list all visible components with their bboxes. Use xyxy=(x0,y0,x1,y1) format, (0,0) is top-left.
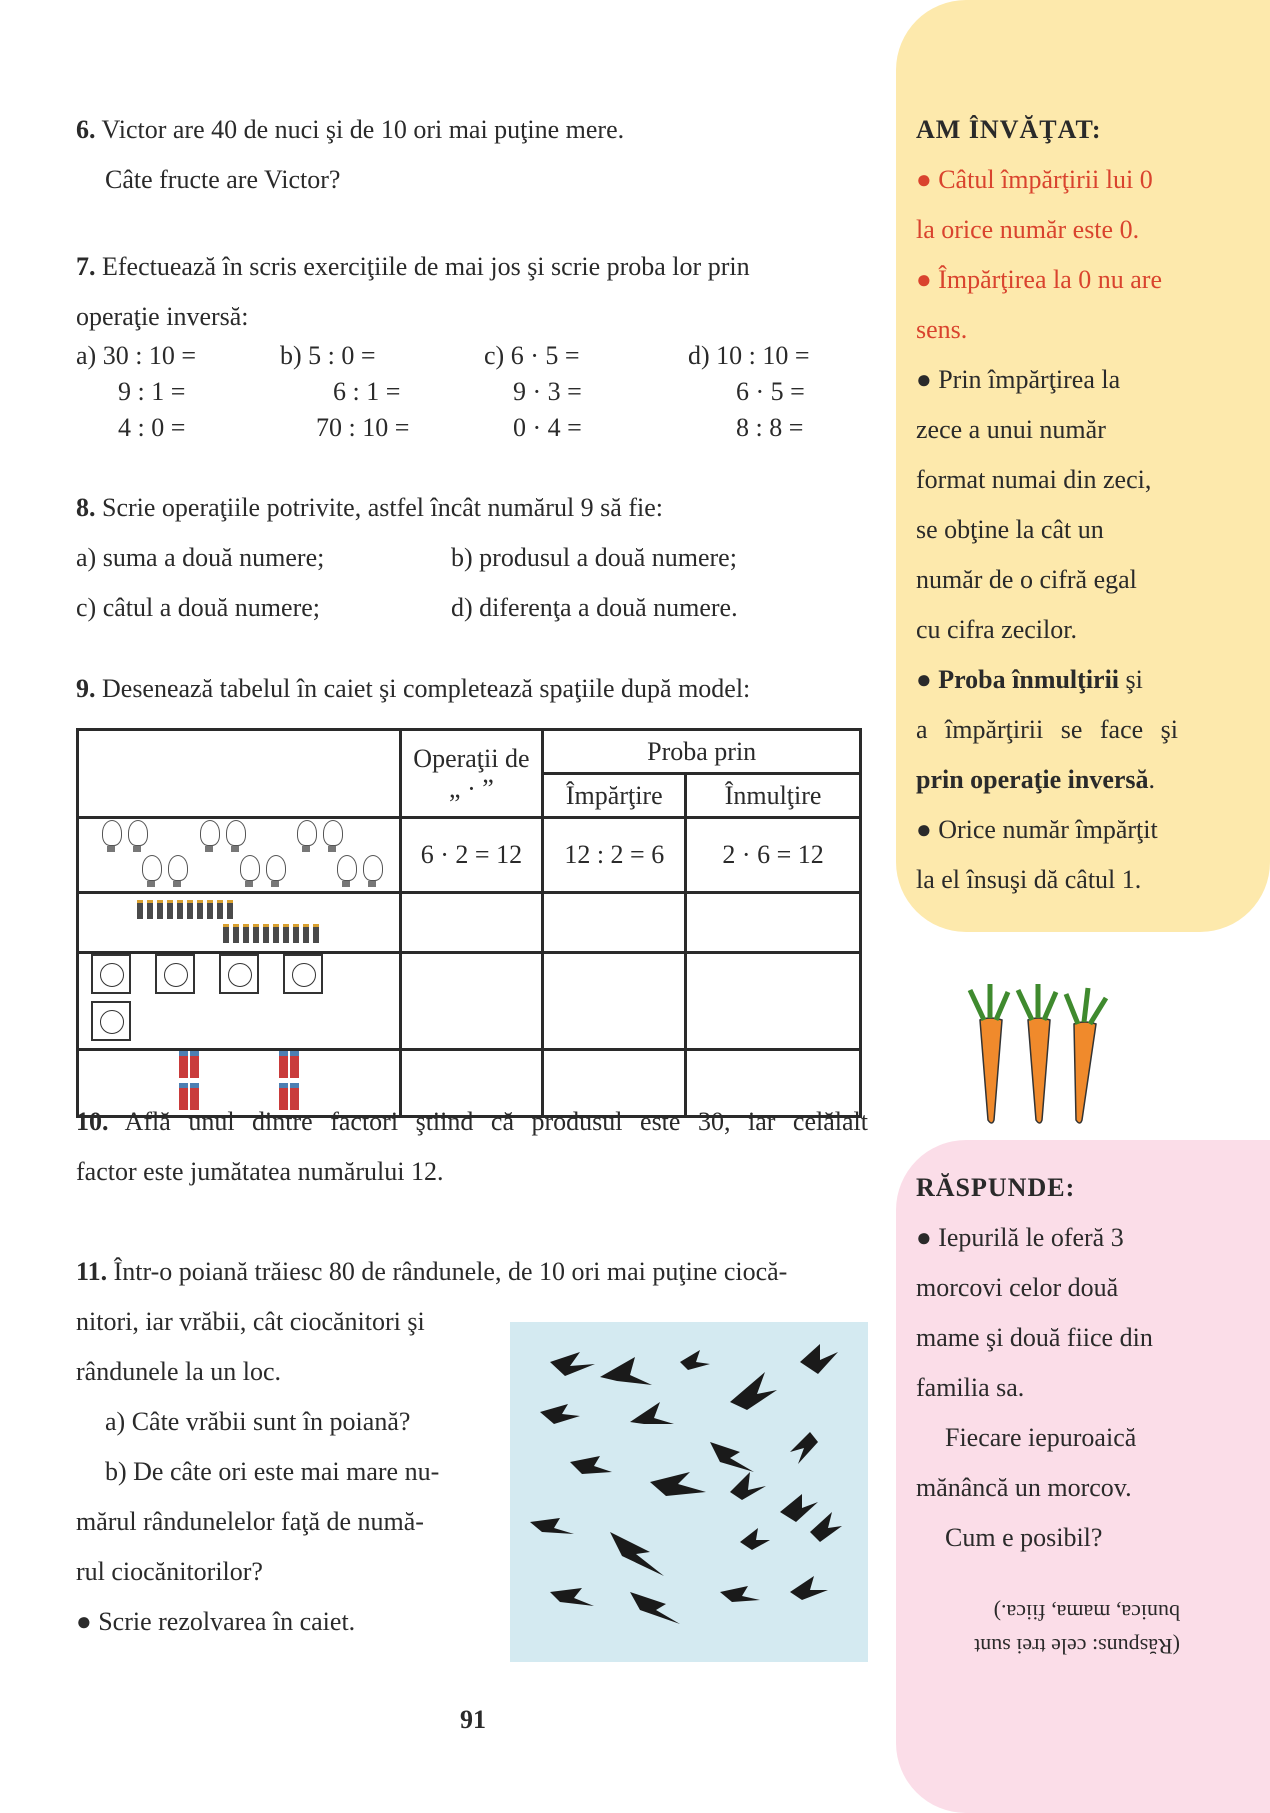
ex11-question-b3: rul ciocănitorilor? xyxy=(76,1557,263,1586)
answer-line-1-text: Iepurilă le oferă 3 xyxy=(938,1223,1124,1252)
bullet-icon: ● xyxy=(916,665,932,694)
learned-proba-1-rest: şi xyxy=(1125,665,1143,694)
bulb-icon xyxy=(297,820,317,846)
learned-line-6: zece a unui număr xyxy=(916,415,1106,444)
battery-icon xyxy=(167,900,173,919)
answer-line-2: morcovi celor două xyxy=(916,1273,1119,1302)
answer-line-6: mănâncă un morcov. xyxy=(916,1473,1132,1502)
learned-title: AM ÎNVĂŢAT: xyxy=(916,115,1102,144)
ex7-a2: 9 : 1 = xyxy=(118,377,186,406)
ex7-c3: 0 · 4 = xyxy=(513,413,582,442)
learned-orice-2: la el însuşi dă câtul 1. xyxy=(916,865,1142,894)
batteries-row-top xyxy=(135,899,399,923)
ex8-c: c) câtul a două numere; xyxy=(76,593,320,622)
learned-proba-3 xyxy=(916,755,1155,805)
learned-proba-3-rest: . xyxy=(1148,765,1156,794)
ex7-d1: d) 10 : 10 = xyxy=(688,341,810,370)
learned-orice-1-text: Orice număr împărţit xyxy=(938,815,1158,844)
ex7-d3: 8 : 8 = xyxy=(736,413,804,442)
answer-line-1 xyxy=(916,1213,1124,1263)
ex9-text: Desenează tabelul în caiet şi completează spaţiile după model: xyxy=(102,674,751,703)
battery-icon xyxy=(147,900,153,919)
row3-operation xyxy=(400,953,543,1050)
ex10-line1 xyxy=(76,1097,868,1147)
ex7-c1: c) 6 · 5 = xyxy=(484,341,580,370)
row2-impartire xyxy=(543,893,686,953)
bulb-icon xyxy=(142,855,162,881)
bullet-icon: ● xyxy=(916,815,932,844)
ex8-d: d) diferenţa a două numere. xyxy=(451,593,738,622)
learned-line-3-text: Împărţirea la 0 nu are xyxy=(938,265,1162,294)
birds-drawing xyxy=(510,1322,868,1662)
bulbs-row-top xyxy=(99,820,399,855)
row1-operation: 6 · 2 = 12 xyxy=(400,818,543,893)
socket-icon xyxy=(91,1001,131,1041)
learned-line-3 xyxy=(916,255,1162,305)
learned-orice-1 xyxy=(916,805,1158,855)
ex7-a3: 4 : 0 = xyxy=(118,413,186,442)
ex7-b1: b) 5 : 0 = xyxy=(280,341,376,370)
ex10-number: 10. xyxy=(76,1107,109,1136)
bulb-icon xyxy=(226,820,246,846)
battery-icon xyxy=(273,924,279,943)
cup-icon xyxy=(290,1051,299,1078)
ex7-d2: 6 · 5 = xyxy=(736,377,805,406)
carrot-icon xyxy=(1066,988,1106,1123)
ex8-number: 8. xyxy=(76,493,96,522)
battery-icon xyxy=(253,924,259,943)
table-header-inmultire: Înmulţire xyxy=(686,774,861,818)
battery-icon xyxy=(137,900,143,919)
answer-flipped xyxy=(960,1595,1180,1663)
bullet-icon: ● xyxy=(916,165,932,194)
page-number: 91 xyxy=(460,1705,486,1734)
ex11-note xyxy=(76,1597,355,1647)
answer-line-4: familia sa. xyxy=(916,1373,1025,1402)
socket-icon xyxy=(283,954,323,994)
answer-line-5: Fiecare iepuroaică xyxy=(945,1423,1137,1452)
ex7-text: Efectuează în scris exerciţiile de mai jos şi scrie proba lor prin xyxy=(102,252,750,281)
carrots-illustration xyxy=(960,980,1130,1130)
socket-icon xyxy=(91,954,131,994)
battery-icon xyxy=(243,924,249,943)
learned-proba-1-bold: Proba înmulţirii xyxy=(938,665,1120,694)
ex9-number: 9. xyxy=(76,674,96,703)
batteries-row-bottom xyxy=(135,923,399,947)
battery-icon xyxy=(177,900,183,919)
battery-icon xyxy=(313,924,319,943)
learned-proba-2: a împărţirii se face şi xyxy=(916,715,1178,744)
ex7-line1 xyxy=(76,242,750,292)
bulb-icon xyxy=(266,855,286,881)
answer-line-3: mame şi două fiice din xyxy=(916,1323,1153,1352)
battery-icon xyxy=(197,900,203,919)
row2-operation xyxy=(400,893,543,953)
battery-icon xyxy=(223,924,229,943)
ex9-line1 xyxy=(76,664,750,714)
answer-title: RĂSPUNDE: xyxy=(916,1173,1076,1202)
ex8-b: b) produsul a două numere; xyxy=(451,543,737,572)
table-corner-cell xyxy=(78,730,401,818)
cups-row-top xyxy=(79,1051,399,1083)
battery-icon xyxy=(233,924,239,943)
battery-icon xyxy=(207,900,213,919)
ex11-number: 11. xyxy=(76,1257,108,1286)
ex11-line2: nitori, iar vrăbii, cât ciocănitori şi xyxy=(76,1307,425,1336)
ex9-table xyxy=(76,728,862,1118)
learned-proba-3-bold: prin operaţie inversă xyxy=(916,765,1149,794)
table-header-impartire: Împărţire xyxy=(543,774,686,818)
learned-line-1 xyxy=(916,155,1153,205)
ex8-text: Scrie operaţiile potrivite, astfel încât numărul 9 să fie: xyxy=(102,493,663,522)
ex8-a: a) suma a două numere; xyxy=(76,543,325,572)
ex11-question-b2: mărul rândunelelor faţă de numă- xyxy=(76,1507,424,1536)
ex6-text: Victor are 40 de nuci şi de 10 ori mai puţine mere. xyxy=(101,115,625,144)
bullet-icon: ● xyxy=(916,365,932,394)
battery-icon xyxy=(303,924,309,943)
battery-icon xyxy=(283,924,289,943)
answer-line-7: Cum e posibil? xyxy=(945,1523,1103,1552)
bulb-icon xyxy=(337,855,357,881)
battery-icon xyxy=(227,900,233,919)
table-header-operations xyxy=(400,730,543,818)
bulb-icon xyxy=(168,855,188,881)
ex7-b3: 70 : 10 = xyxy=(316,413,410,442)
ex7-line2: operaţie inversă: xyxy=(76,302,249,331)
bulb-icon xyxy=(102,820,122,846)
bulb-icon xyxy=(240,855,260,881)
ex11-text: Într-o poiană trăiesc 80 de rândunele, de 10 ori mai puţine ciocă- xyxy=(113,1257,788,1286)
cup-icon xyxy=(179,1051,188,1078)
cup-icon xyxy=(190,1051,199,1078)
ex6-line1 xyxy=(76,105,624,155)
bulb-icon xyxy=(200,820,220,846)
learned-line-2: la orice număr este 0. xyxy=(916,215,1140,244)
learned-proba-1 xyxy=(916,655,1143,705)
bird-icons xyxy=(530,1344,842,1624)
bullet-icon: ● xyxy=(76,1607,92,1636)
bullet-icon: ● xyxy=(916,265,932,294)
header-operations-symbol: „ · ” xyxy=(449,773,494,803)
ex6-line2: Câte fructe are Victor? xyxy=(105,165,341,194)
bulb-icon xyxy=(323,820,343,846)
bulbs-row-bottom xyxy=(99,855,399,890)
bullet-icon: ● xyxy=(916,1223,932,1252)
socket-icon xyxy=(219,954,259,994)
ex11-line3: rândunele la un loc. xyxy=(76,1357,282,1386)
row1-impartire: 12 : 2 = 6 xyxy=(543,818,686,893)
ex7-b2: 6 : 1 = xyxy=(333,377,401,406)
table-header-proba: Proba prin xyxy=(543,730,861,774)
ex6-number: 6. xyxy=(76,115,96,144)
battery-icon xyxy=(293,924,299,943)
battery-icon xyxy=(217,900,223,919)
carrot-icon xyxy=(970,984,1008,1123)
ex8-line1 xyxy=(76,483,663,533)
row2-image-batteries xyxy=(78,893,401,953)
header-operations-label: Operaţii de xyxy=(413,743,530,773)
answer-flipped-line-1: (Răspuns: cele trei sunt xyxy=(974,1634,1180,1659)
ex11-question-b1: b) De câte ori este mai mare nu- xyxy=(105,1457,440,1486)
battery-icon xyxy=(263,924,269,943)
learned-line-1-text: Câtul împărţirii lui 0 xyxy=(938,165,1153,194)
row3-image-sockets xyxy=(78,953,401,1050)
swallows-illustration xyxy=(510,1322,868,1662)
row1-inmultire: 2 · 6 = 12 xyxy=(686,818,861,893)
row3-impartire xyxy=(543,953,686,1050)
learned-line-5 xyxy=(916,355,1120,405)
ex10-line2: factor este jumătatea numărului 12. xyxy=(76,1157,444,1186)
bulb-icon xyxy=(128,820,148,846)
learned-line-4: sens. xyxy=(916,315,968,344)
row1-image-bulbs xyxy=(78,818,401,893)
ex10-text: Află unul dintre factori ştiind că produsul este 30, iar celălalt xyxy=(124,1107,868,1136)
learned-line-7: format numai din zeci, xyxy=(916,465,1152,494)
learned-line-5-text: Prin împărţirea la xyxy=(938,365,1121,394)
row3-inmultire xyxy=(686,953,861,1050)
bulb-icon xyxy=(363,855,383,881)
ex11-question-a: a) Câte vrăbii sunt în poiană? xyxy=(105,1407,411,1436)
carrot-icon xyxy=(1018,984,1056,1123)
socket-icon xyxy=(155,954,195,994)
learned-line-8: se obţine la cât un xyxy=(916,515,1104,544)
ex7-number: 7. xyxy=(76,252,96,281)
battery-icon xyxy=(187,900,193,919)
battery-icon xyxy=(157,900,163,919)
ex7-c2: 9 · 3 = xyxy=(513,377,582,406)
ex7-a1: a) 30 : 10 = xyxy=(76,341,197,370)
row2-inmultire xyxy=(686,893,861,953)
learned-line-9: număr de o cifră egal xyxy=(916,565,1137,594)
learned-line-10: cu cifra zecilor. xyxy=(916,615,1077,644)
cup-icon xyxy=(279,1051,288,1078)
answer-flipped-line-2: bunica, mama, fiica.) xyxy=(993,1600,1180,1625)
ex11-line1 xyxy=(76,1247,787,1297)
ex11-note-text: Scrie rezolvarea în caiet. xyxy=(98,1607,356,1636)
